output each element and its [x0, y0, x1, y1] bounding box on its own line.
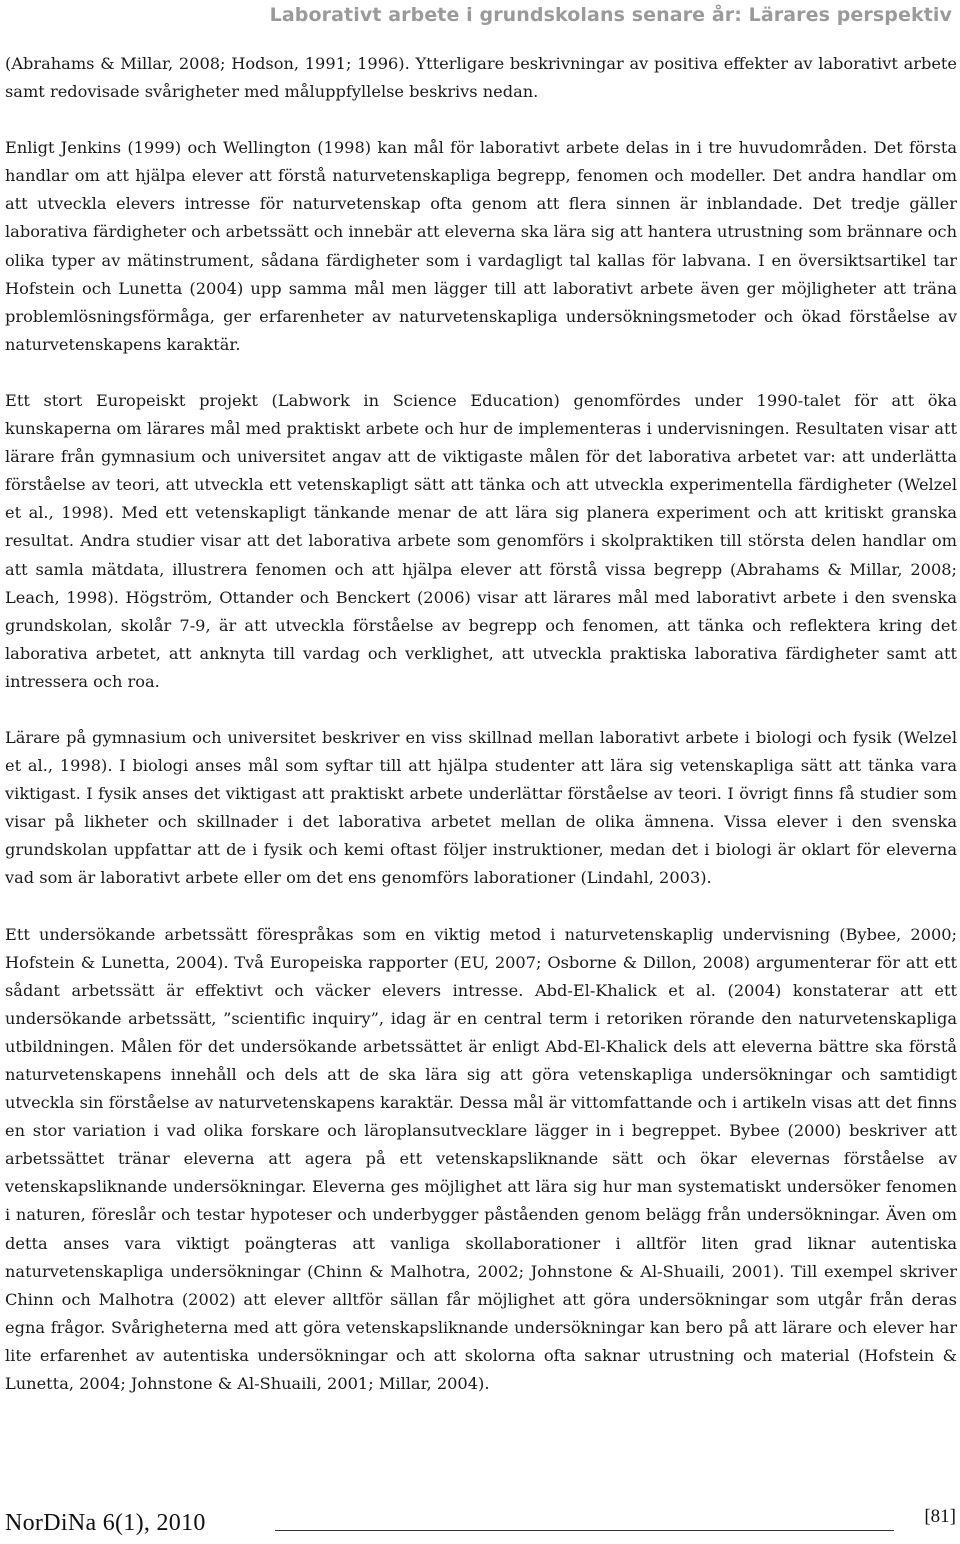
running-header-title: Laborativt arbete i grundskolans senare år: Lärares perspektiv: [269, 4, 952, 26]
paragraph-1: (Abrahams & Millar, 2008; Hodson, 1991; 1996). Ytterligare beskrivningar av positiva effekter av laborativt arbete samt redovisade svårigheter med måluppfyllelse beskrivs nedan.: [5, 54, 957, 102]
paragraph-5: Ett undersökande arbetssätt förespråkas som en viktig metod i naturvetenskaplig undervisning (Bybee, 2000; Hofstein & Lunetta, 2004). Två Europeiska rapporter (EU, 2007; Osborne & Dillon, 2008) argumenterar för att ett sådant arbetssätt är effektivt och väcker elevers intresse. Abd-El-Khalick et al. (2004) konstaterar att ett undersökande arbetssätt, ”scientific inquiry”, idag är en central term i retoriken rörande den naturvetenskapliga utbildningen. Målen för det undersökande arbetssättet är enligt Abd-El-Khalick dels att eleverna bättre ska förstå naturvetenskapens innehåll och dels att de ska lära sig att göra vetenskapliga undersökningar och samtidigt utveckla sin förståelse av naturvetenskapens karaktär. Dessa mål är vittomfattande och i artikeln visas att det finns en stor variation i vad olika forskare och läroplansutvecklare lägger in i begreppet. Bybee (2000) beskriver att arbetssättet tränar eleverna att agera på ett vetenskapsliknande sätt och ökar elevernas förståelse av vetenskapsliknande undersökningar. Eleverna ges möjlighet att lära sig hur man systematiskt undersöker fenomen i naturen, föreslår och testar hypoteser och underbygger påståenden genom belägg från undersökningar. Även om detta anses vara viktigt poängteras att vanliga skollaborationer i alltför liten grad liknar autentiska naturvetenskapliga undersökningar (Chinn & Malhotra, 2002; Johnstone & Al-Shuaili, 2001). Till exempel skriver Chinn och Malhotra (2002) att elever alltför sällan får möjlighet att göra undersökningar som utgår från deras egna frågor. Svårigheterna med att göra vetenskapsliknande undersökningar kan bero på att lärare och elever har lite erfarenhet av autentiska undersökningar och att skolorna ofta saknar utrustning och material (Hofstein & Lunetta, 2004; Johnstone & Al-Shuaili, 2001; Millar, 2004).: [5, 924, 957, 1394]
paragraph-2: Enligt Jenkins (1999) och Wellington (1998) kan mål för laborativt arbete delas in i tre huvudområden. Det första handlar om att hjälpa elever att förstå naturvetenskapliga begrepp, fenomen och modeller. Det andra handlar om att utveckla elevers intresse för naturvetenskap ofta genom att flera sinnen är inblandade. Det tredje gäller laborativa färdigheter och arbetssätt och innebär att eleverna ska lära sig att hantera utrustning som brännare och olika typer av mätinstrument, sådana färdigheter som i vardagligt tal kallas för labvana. I en översiktsartikel tar Hofstein och Lunetta (2004) upp samma mål men lägger till att laborativt arbete även ger möjligheter att träna problemlösningsförmåga, ger erfarenheter av naturvetenskapliga undersökningsmetoder och ökad förståelse av naturvetenskapens karaktär.: [5, 138, 957, 354]
page-footer: [5, 1506, 956, 1542]
journal-name: NorDiNa 6(1), 2010: [5, 1510, 206, 1536]
paragraph-4: Lärare på gymnasium och universitet beskriver en viss skillnad mellan laborativt arbete i biologi och fysik (Welzel et al., 1998). I biologi anses mål som syftar till att hjälpa studenter att lära sig vetenskapliga sätt att tänka vara viktigast. I fysik anses det viktigast att praktiskt arbete underlättar förståelse av teori. I övrigt finns få studier som visar på likheter och skillnader i det laborativa arbetet mellan de olika ämnena. Vissa elever i den svenska grundskolan uppfattar att de i fysik och kemi oftast följer instruktioner, medan det i biologi är oklart för eleverna vad som är laborativt arbete eller om det ens genomförs laborationer (Lindahl, 2003).: [5, 727, 957, 888]
paragraph-3: Ett stort Europeiskt projekt (Labwork in Science Education) genomfördes under 1990-talet för att öka kunskaperna om lärares mål med praktiskt arbete och hur de implementeras i undervisningen. Resultaten visar att lärare från gymnasium och universitet angav att de viktigaste målen för det laborativa arbetet var: att underlätta förståelse av teori, att utveckla ett vetenskapligt sätt att tänka och att utveckla experimentella färdigheter (Welzel et al., 1998). Med ett vetenskapligt tänkande menar de att lära sig planera experiment och att kritiskt granska resultat. Andra studier visar att det laborativa arbete som genomförs i skolpraktiken till största delen handlar om att samla mätdata, illustrera fenomen och att hjälpa elever att förstå vissa begrepp (Abrahams & Millar, 2008; Leach, 1998). Högström, Ottander och Benckert (2006) visar att lärares mål med laborativt arbete i den svenska grundskolan, skolår 7-9, är att utveckla förståelse av begrepp och fenomen, att tänka och reflektera kring det laborativa arbetet, att anknyta till vardag och verklighet, att utveckla praktiska laborativa färdigheter samt att intressera och roa.: [5, 390, 957, 691]
footer-divider: [275, 1530, 894, 1531]
article-body: [5, 50, 957, 1398]
page-number: [81]: [924, 1506, 956, 1527]
